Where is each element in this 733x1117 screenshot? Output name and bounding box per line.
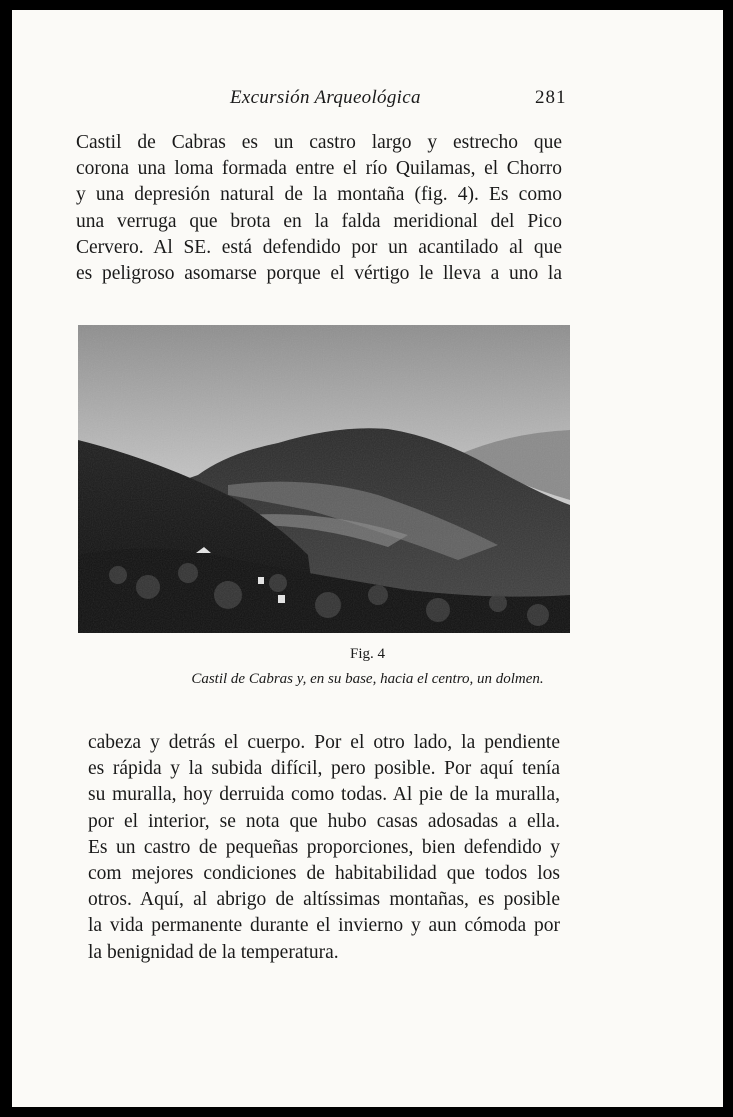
text-line: com mejores condiciones de habitabilidad que todos los (88, 863, 560, 885)
text-line: una verruga que brota en la falda meridional del Pico (76, 210, 562, 232)
text-line: la benignidad de la temperatura. (88, 941, 339, 963)
text-line: Cervero. Al SE. está defendido por un acantilado al que (76, 236, 562, 258)
page-number: 281 (535, 87, 567, 108)
text-line: su muralla, hoy derruida como todas. Al pie de la muralla, (88, 784, 560, 806)
mountain-photo-illustration (78, 325, 570, 633)
landscape-photo (78, 325, 570, 633)
text-line: corona una loma formada entre el río Quilamas, el Chorro (76, 158, 562, 180)
text-line: y una depresión natural de la montaña (fig. 4). Es como (76, 184, 562, 206)
text-line: la vida permanente durante el invierno y aun cómoda por (88, 915, 560, 937)
figure-caption: Castil de Cabras y, en su base, hacia el centro, un dolmen. (191, 671, 544, 687)
text-line: por el interior, se nota que hubo casas adosadas a ella. (88, 810, 560, 832)
text-line: Castil de Cabras es un castro largo y estrecho que (76, 132, 562, 153)
running-title: Excursión Arqueológica (230, 87, 421, 108)
figure-number: Fig. 4 (349, 646, 385, 662)
text-line: Es un castro de pequeñas proporciones, bien defendido y (88, 836, 560, 858)
text-line: cabeza y detrás el cuerpo. Por el otro lado, la pendiente (88, 732, 560, 753)
paragraph-2 (88, 730, 560, 966)
paragraph-1 (76, 130, 562, 287)
text-line: es peligroso asomarse porque el vértigo le lleva a uno la (76, 263, 562, 285)
book-page (12, 10, 723, 1107)
text-line: es rápida y la subida difícil, pero posible. Por aquí tenía (88, 758, 560, 780)
text-line: otros. Aquí, al abrigo de altíssimas montañas, es posible (88, 889, 560, 911)
